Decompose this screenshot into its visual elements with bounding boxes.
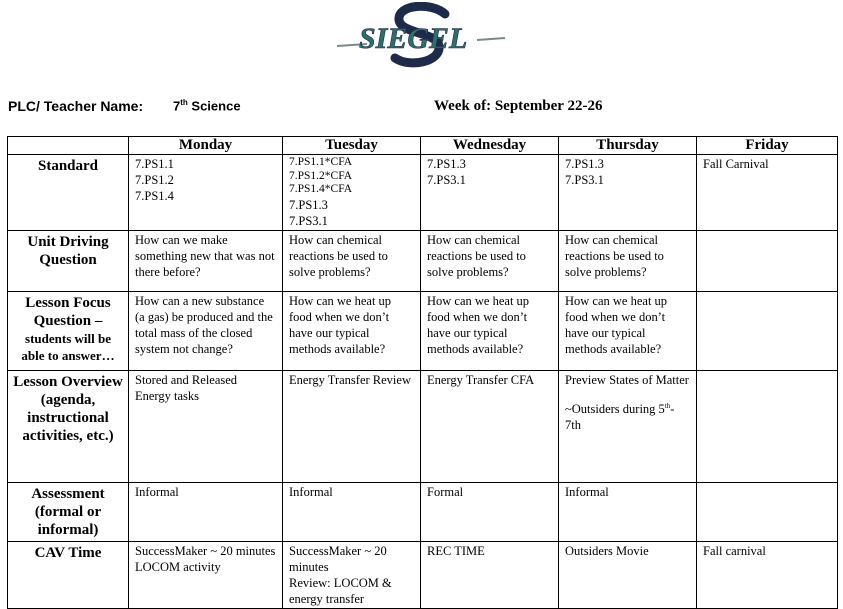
cell-cav-friday: Fall carnival [697,541,838,608]
cell-assessment-friday [697,482,838,541]
cell-udq-wednesday: How can chemical reactions be used to solve problems? [421,230,559,291]
day-tuesday: Tuesday [283,137,421,155]
row-label-overview: Lesson Overview (agenda, instructional activities, etc.) [8,370,129,482]
cell-lfq-monday: How can a new substance (a gas) be produced and the total mass of the closed system not change? [129,291,283,370]
cell-lfq-tuesday: How can we heat up food when we don’t have our typical methods available? [283,291,421,370]
cell-standard-wednesday: 7.PS1.3 7.PS3.1 [421,155,559,231]
day-thursday: Thursday [559,137,697,155]
lesson-plan-table [7,136,838,609]
row-standard [8,155,838,231]
cell-cav-thursday: Outsiders Movie [559,541,697,608]
row-label-assessment: Assessment (formal or informal) [8,482,129,541]
cell-standard-friday: Fall Carnival [697,155,838,231]
logo-text: SIEGEL [359,22,468,55]
cell-lfq-wednesday: How can we heat up food when we don’t have our typical methods available? [421,291,559,370]
cell-assessment-monday: Informal [129,482,283,541]
row-cav [8,541,838,608]
cell-udq-tuesday: How can chemical reactions be used to solve problems? [283,230,421,291]
cell-overview-thursday: Preview States of Matter ~Outsiders during 5th-7th [559,370,697,482]
cell-standard-thursday: 7.PS1.3 7.PS3.1 [559,155,697,231]
cell-lfq-thursday: How can we heat up food when we don’t have our typical methods available? [559,291,697,370]
cell-assessment-tuesday: Informal [283,482,421,541]
row-label-standard: Standard [8,155,129,231]
row-label-udq: Unit Driving Question [8,230,129,291]
cell-cav-tuesday: SuccessMaker ~ 20 minutes Review: LOCOM & energy transfer [283,541,421,608]
cell-lfq-friday [697,291,838,370]
day-wednesday: Wednesday [421,137,559,155]
row-overview [8,370,838,482]
cell-udq-thursday: How can chemical reactions be used to solve problems? [559,230,697,291]
siegel-logo [337,2,507,74]
row-assessment [8,482,838,541]
cell-cav-wednesday: REC TIME [421,541,559,608]
day-monday: Monday [129,137,283,155]
cell-overview-wednesday: Energy Transfer CFA [421,370,559,482]
row-label-lfq: Lesson Focus Question – students will be able to answer… [8,291,129,370]
day-header-row [8,137,838,155]
cell-standard-tuesday: 7.PS1.1*CFA 7.PS1.2*CFA 7.PS1.4*CFA 7.PS1.3 7.PS3.1 [283,155,421,231]
day-friday: Friday [697,137,838,155]
row-udq [8,230,838,291]
cell-standard-monday: 7.PS1.1 7.PS1.2 7.PS1.4 [129,155,283,231]
cell-assessment-thursday: Informal [559,482,697,541]
row-label-cav: CAV Time [8,541,129,608]
cell-cav-monday: SuccessMaker ~ 20 minutes LOCOM activity [129,541,283,608]
week-of: Week of: September 22-26 [434,98,603,114]
cell-udq-friday [697,230,838,291]
teacher-name: 7th Science [173,98,241,114]
teacher-label: PLC/ Teacher Name: [8,98,144,114]
cell-overview-friday [697,370,838,482]
corner-cell [8,137,129,155]
cell-assessment-wednesday: Formal [421,482,559,541]
header [8,98,838,118]
cell-overview-monday: Stored and Released Energy tasks [129,370,283,482]
row-lfq [8,291,838,370]
cell-udq-monday: How can we make something new that was not there before? [129,230,283,291]
cell-overview-tuesday: Energy Transfer Review [283,370,421,482]
